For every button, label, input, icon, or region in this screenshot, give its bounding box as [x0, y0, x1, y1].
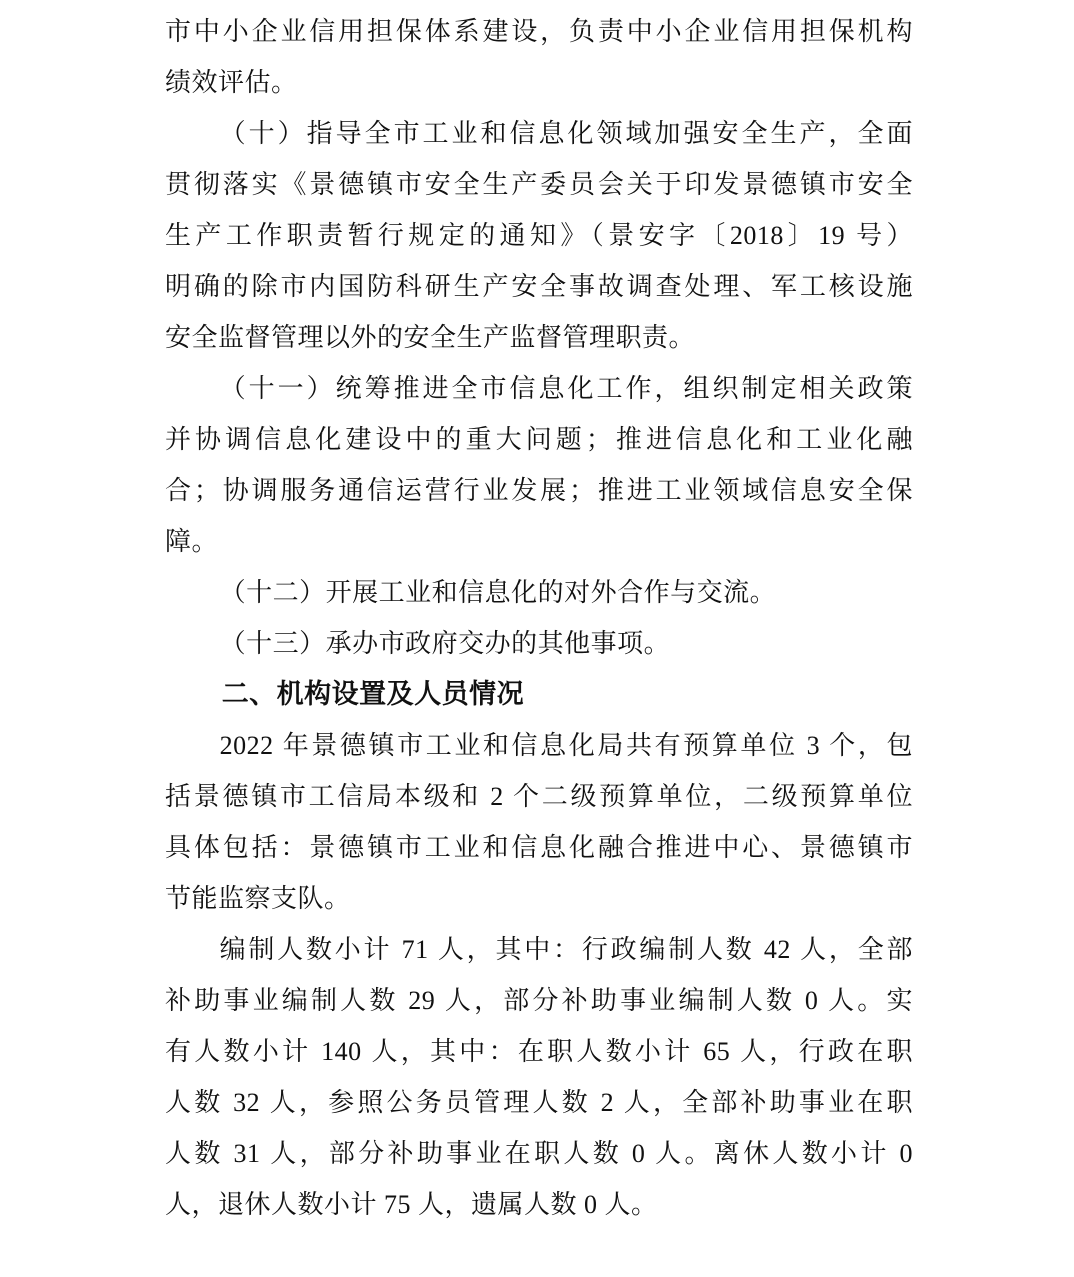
document-line: 有人数小计 140 人，其中：在职人数小计 65 人，行政在职 — [165, 1037, 913, 1066]
paragraph — [165, 924, 913, 1230]
document-line: （十三）承办市政府交办的其他事项。 — [219, 629, 671, 658]
document-line: 补助事业编制人数 29 人，部分补助事业编制人数 0 人。实 — [165, 986, 913, 1015]
document-line: 绩效评估。 — [165, 68, 298, 97]
document-line: 障。 — [165, 527, 219, 556]
paragraph — [165, 363, 913, 567]
document-line: 人，退休人数小计 75 人，遗属人数 0 人。 — [165, 1190, 658, 1219]
document-line: 具体包括：景德镇市工业和信息化融合推进中心、景德镇市 — [165, 833, 913, 862]
document-line: 生产工作职责暂行规定的通知》（景安字〔2018〕19 号） — [165, 221, 913, 250]
document-line: 人数 32 人，参照公务员管理人数 2 人，全部补助事业在职 — [165, 1088, 913, 1117]
paragraph — [165, 618, 913, 669]
paragraph — [165, 720, 913, 924]
document-line: 明确的除市内国防科研生产安全事故调查处理、军工核设施 — [165, 272, 913, 301]
document-body — [165, 6, 913, 1230]
document-line: 并协调信息化建设中的重大问题；推进信息化和工业化融 — [165, 425, 913, 454]
document-line: 安全监督管理以外的安全生产监督管理职责。 — [165, 323, 696, 352]
document-line: 编制人数小计 71 人，其中：行政编制人数 42 人，全部 — [219, 935, 913, 964]
paragraph — [165, 6, 913, 108]
document-line: 括景德镇市工信局本级和 2 个二级预算单位，二级预算单位 — [165, 782, 913, 811]
document-line: 贯彻落实《景德镇市安全生产委员会关于印发景德镇市安全 — [165, 170, 913, 199]
document-line: （十）指导全市工业和信息化领域加强安全生产，全面 — [219, 119, 913, 148]
paragraph — [165, 108, 913, 363]
document-line: （十二）开展工业和信息化的对外合作与交流。 — [219, 578, 777, 607]
document-line: 合；协调服务通信运营行业发展；推进工业领域信息安全保 — [165, 476, 913, 505]
document-line: 二、机构设置及人员情况 — [221, 679, 525, 709]
document-line: 市中小企业信用担保体系建设，负责中小企业信用担保机构 — [165, 17, 913, 46]
document-line: 节能监察支队。 — [165, 884, 351, 913]
document-line: 人数 31 人，部分补助事业在职人数 0 人。离休人数小计 0 — [165, 1139, 913, 1168]
document-line: 2022 年景德镇市工业和信息化局共有预算单位 3 个，包 — [219, 731, 913, 760]
document-line: （十一）统筹推进全市信息化工作，组织制定相关政策 — [219, 374, 913, 403]
paragraph — [165, 567, 913, 618]
section-heading — [165, 669, 913, 720]
